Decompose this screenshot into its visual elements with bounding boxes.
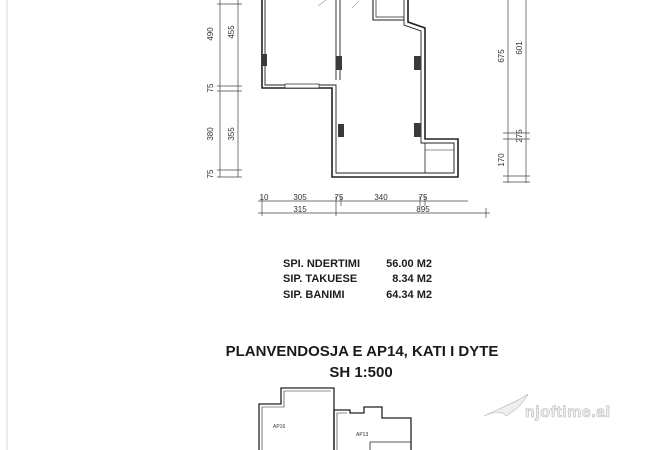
- dim-895: 895: [416, 205, 430, 214]
- dim-340: 340: [374, 193, 388, 202]
- dim-455: 455: [227, 25, 236, 39]
- dim-490: 490: [206, 27, 215, 41]
- area-label-takuese: SIP. TAKUESE: [283, 273, 358, 285]
- plan-title: PLANVENDOSJA E AP14, KATI I DYTE: [225, 343, 499, 360]
- area-summary: [283, 258, 432, 301]
- watermark-text: njoftime.al: [525, 404, 611, 421]
- dim-355: 355: [227, 127, 236, 141]
- dim-305: 305: [293, 193, 307, 202]
- area-label-ndertimi: SPI. NDERTIMI: [283, 258, 361, 270]
- left-dimension-labels: [206, 25, 236, 179]
- dim-75-lower: 75: [206, 169, 215, 179]
- dim-170: 170: [497, 153, 506, 167]
- apartment-floor-plan: [262, 0, 458, 177]
- watermark: [484, 394, 611, 421]
- dim-315: 315: [293, 205, 307, 214]
- dim-75-upper: 75: [206, 83, 215, 93]
- scale-label: SH 1:500: [329, 364, 393, 381]
- right-dimension-lines: [503, 0, 530, 183]
- dim-10: 10: [259, 193, 269, 202]
- dim-601: 601: [515, 41, 524, 55]
- door-arcs: [318, 0, 358, 8]
- dim-675: 675: [497, 49, 506, 63]
- dim-75-bottom-a: 75: [334, 193, 344, 202]
- area-label-banimi: SIP. BANIMI: [283, 289, 345, 301]
- dim-75-bottom-b: 75: [418, 193, 428, 202]
- area-value-takuese: 8.34 M2: [392, 273, 432, 285]
- dim-25: 275: [515, 129, 524, 143]
- wall-columns: [261, 54, 421, 137]
- right-dimension-labels: [497, 41, 524, 167]
- area-value-ndertimi: 56.00 M2: [386, 258, 432, 270]
- watermark-swoosh-icon: [484, 394, 528, 416]
- unit-label-ap13: AP13: [356, 432, 369, 438]
- dim-380: 380: [206, 127, 215, 141]
- unit-label-ap16: AP16: [273, 424, 286, 430]
- area-value-banimi: 64.34 M2: [386, 289, 432, 301]
- site-plan: [259, 388, 411, 450]
- bottom-dimension-labels: [260, 193, 431, 214]
